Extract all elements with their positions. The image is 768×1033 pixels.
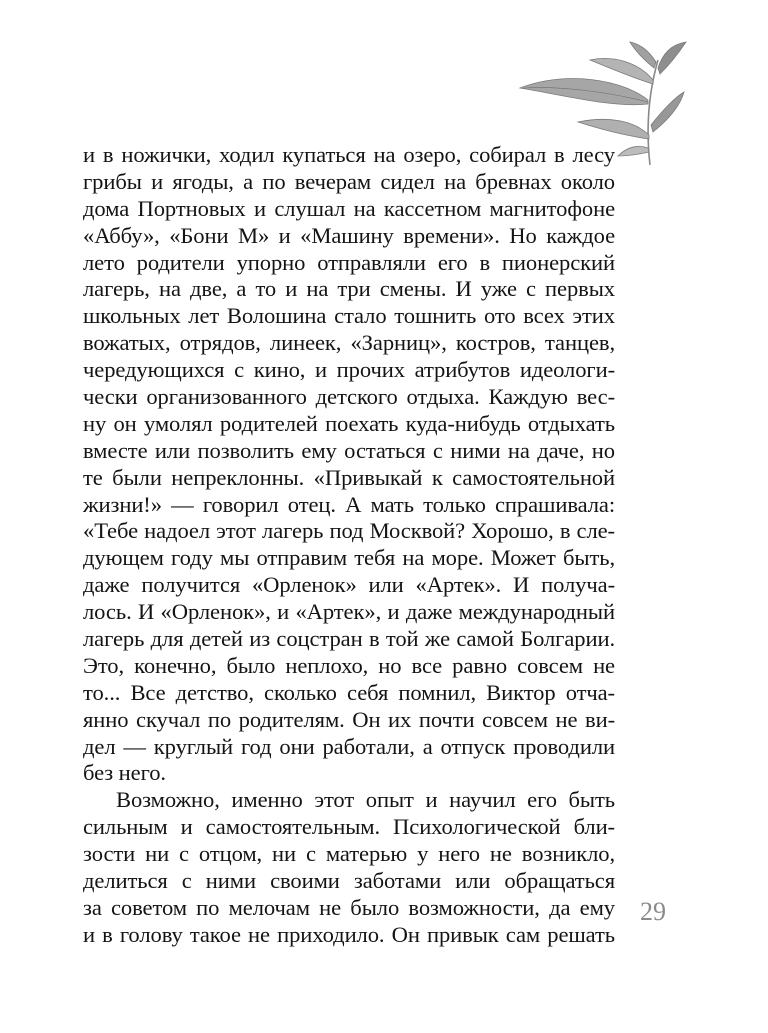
text-line: чередующихся с кино, и прочих атрибутов идеологи- (83, 357, 615, 383)
text-line: Это, конечно, было неплохо, но все равно совсем не (83, 652, 615, 678)
text-line: Возможно, именно этот опыт и научил его быть (116, 787, 615, 813)
text-line: вожатых, отрядов, линеек, «Зарниц», костров, танцев, (83, 330, 615, 356)
text-line: вместе или позволить ему остаться с ними на даче, но (83, 437, 615, 463)
page-number: 29 (640, 897, 666, 926)
text-line: лето родители упорно отправляли его в пионерский (83, 249, 615, 275)
text-line: зости ни с отцом, ни с матерью у него не возникло, (83, 841, 615, 867)
text-line: «Тебе надоел этот лагерь под Москвой? Хорошо, в сле- (83, 518, 615, 544)
text-line: без него. (83, 760, 166, 786)
text-line: ну он умолял родителей поехать куда-нибудь отдыхать (83, 410, 615, 436)
text-line: грибы и ягоды, а по вечерам сидел на бревнах около (83, 168, 615, 194)
text-line: сильным и самостоятельным. Психологической бли- (83, 814, 615, 840)
text-line: лагерь для детей из соцстран в той же самой Болгарии. (83, 626, 615, 652)
paragraph (83, 142, 615, 787)
text-line: лагерь, на две, а то и на три смены. И уже с первых (83, 276, 615, 302)
text-line: янно скучал по родителям. Он их почти совсем не ви- (83, 706, 615, 732)
text-line: дел — круглый год они работали, а отпуск проводили (83, 733, 615, 759)
text-line: жизни!» — говорил отец. А мать только спрашивала: (83, 491, 615, 517)
text-line: лось. И «Орленок», и «Артек», и даже международный (83, 599, 615, 625)
body-text (83, 142, 615, 949)
text-line: и в ножички, ходил купаться на озеро, собирал в лесу (83, 142, 615, 167)
paragraph (83, 787, 615, 948)
text-line: то... Все детство, сколько себя помнил, Виктор отча- (83, 679, 615, 705)
text-line: чески организованного детского отдыха. Каждую вес- (83, 384, 615, 410)
text-line: дующем году мы отправим тебя на море. Может быть, (83, 545, 615, 571)
text-line: «Аббу», «Бони М» и «Машину времени». Но каждое (83, 222, 615, 248)
text-line: дома Портновых и слушал на кассетном магнитофоне (83, 195, 615, 221)
text-line: за советом по мелочам не было возможности, да ему (83, 894, 615, 920)
text-line: школьных лет Волошина стало тошнить ото всех этих (83, 303, 615, 329)
text-line: даже получится «Орленок» или «Артек». И получа- (83, 572, 615, 598)
text-line: те были непреклонны. «Привыкай к самостоятельной (83, 464, 615, 490)
text-line: и в голову такое не приходило. Он привык сам решать (83, 921, 615, 947)
text-line: делиться с ними своими заботами или обращаться (83, 868, 615, 894)
